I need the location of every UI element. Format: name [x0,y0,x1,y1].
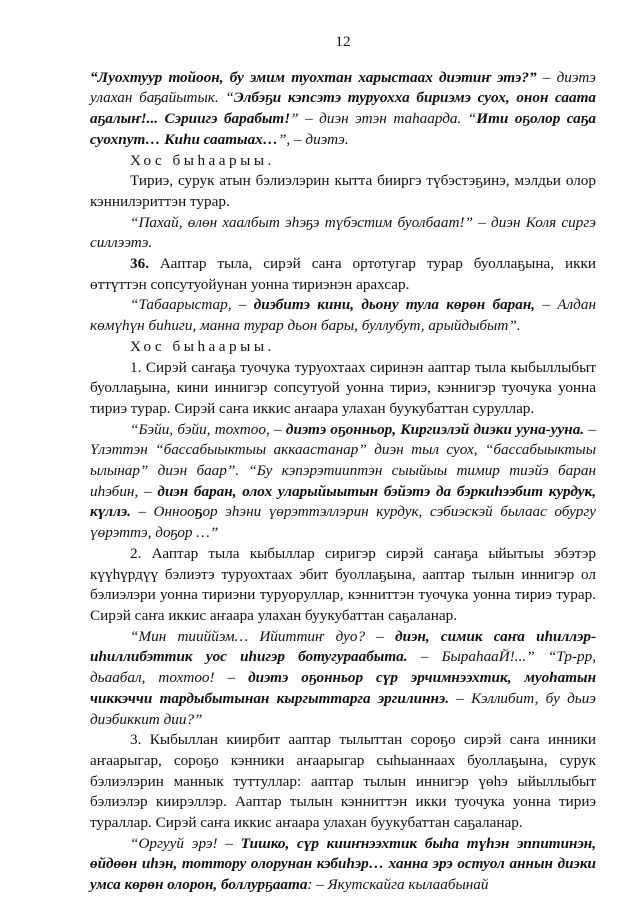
text-run: “Табаарыстар, – [130,296,254,314]
paragraph [90,627,596,731]
paragraph [90,254,596,295]
text-run: – Үлэттэн “бассабыыктыы аккаастанар” диэн тыл суох, “бассабыыктыы ылынар” диэн баар”. “Бу кэпэрэтииптэн сыыйыы тимир тиэйэ баран иһэбин, – [90,420,596,500]
paragraph [90,358,596,420]
text-run: – Алдан көмүһүн биһиги, манна турар дьон бары, буллубут, арыйдыбыт”. [90,296,596,335]
text-run: “Бэйи, бэйи, тохтоо, – [130,420,286,438]
text-run: “Пахай, өлөн хаалбыт эһэҕэ түбэстим буолбаат!” – диэн Коля сиргэ силлээтэ. [90,213,596,252]
paragraph [90,337,596,358]
text-run: диэн баран, олох уларыйыытын бэйэтэ да бэркиһээбит курдук, күллэ. [90,482,596,521]
text-run: ”, – диэтэ. [277,130,349,148]
text-run: Элбэҕи кэпсэтэ туруохха бириэмэ суох, онон саата аҕалыҥ!... Сэриигэ барабыт! [90,89,596,128]
paragraph [90,151,596,172]
paragraph [90,295,596,336]
text-run: Хос быһаарыы. [130,151,275,169]
text-run: Тириэ, сурук атын бэлиэлэрин кытта бииргэ түбэстэҕинэ, мэлдьи олор кэннилэриттэн турар. [90,172,596,210]
text-run: Ити оҕолор саҕа суохпут… Киһи саатыах… [90,110,596,148]
text-run: “Луохтуур тойоон, бу эмим туохтан харыстаах диэтиҥ этэ?” [90,68,537,86]
text-run: Хос быһаарыы. [130,337,275,355]
text-run: – Кэллибит, бу дьиэ диэбиккит дии?” [90,689,596,728]
text-run: Ааптар тыла, сирэй саҥа ортотугар турар буоллаҕына, икки өттүттэн сопсутуойунан уонна тириэнэн арахсар. [90,255,596,293]
paragraph [90,213,596,254]
document-page [90,32,596,896]
paragraph [90,730,596,834]
body-text [90,68,596,896]
text-run: 2. Ааптар тыла кыбыллар сиригэр сирэй саҥаҕа ыйытыы эбэтэр күүһүрдүү бэлиэтэ туруохтаах эбит буоллаҕына, ааптар тылын иннигэр ол бэлиэлэри уонна тириэни туруоруллар, кэнниттэн туочука уонна тириэ турар. Сирэй саҥа иккис аҥаара улахан буукубаттан саҕаланар. [90,544,596,624]
text-run: 3. Кыбыллан киирбит ааптар тылыттан сороҕо сирэй саҥа инники аҥаарыгар, сороҕо кэнники аҥаарыгар сыһыаннаах буоллаҕына, сурук бэлиэлэрин маннык туттуллар: ааптар тылын иннигэр үөһэ ыйыллыбыт бэлиэлэр киирэллэр. Ааптар тылын кэнниттэн икки туочука уонна тириэ тураллар. Сирэй саҥа иккис аҥаара улахан буукубаттан саҕаланар. [90,731,596,832]
text-run: “Оргууй эрэ! – [130,834,241,852]
page-number: 12 [335,33,351,50]
text-run: – Онноо [130,503,195,521]
text-run: диэтэ оҕонньор, Киргиэлэй диэки ууна-ууна. [285,420,585,438]
paragraph [90,420,596,544]
text-run: – БыраһааЙ!...” “Тр-рр, дьаабал, тохтоо! – [90,648,596,687]
paragraph [90,68,596,151]
text-run: : – Якутскайга кылаабынай [307,876,489,894]
text-run: диэтэ оҕонньор сүр эрчимнээхтик, муоһатын чиккэччи тардыбытынан кыргыттарга эргилиннэ. [90,669,597,707]
text-run: ” – диэн этэн таһаарда. “ [290,110,477,128]
text-run: диэн, симик саҥа иһиллэр-иһиллибэттик уос иһигэр ботугураабыта. [90,627,596,666]
text-run: – диэтэ улахан баҕайытык. “ [90,68,597,107]
paragraph [90,834,596,896]
paragraph [90,544,596,627]
text-run: Тишко, сүр кииҥнээхтик быһа түһэн эппитинэн, өйдөөн иһэн, тоттору олорунан кэбиһэр… ханна эрэ остуол аннын диэки умса көрөн олорон, боллурҕаата [90,834,596,894]
text-run: диэбитэ кини, дьону тула көрөн баран, [253,296,536,314]
text-run: ҕ [194,503,203,521]
text-run: ор эһэни үөрэттэллэрин курдук, сэбиэскэй былаас обургу үөрэттэ, доҕор …” [90,503,596,542]
paragraph [90,171,596,212]
text-run: “Мин тииййэм… Ийиттиҥ дуо? – [130,627,396,645]
text-run: 1. Сирэй саҥаҕа туочука туруохтаах сиринэн ааптар тыла кыбыллыбыт буоллаҕына, кини иннигэр сопсутуой уонна тириэ, кэннигэр туочука уонна тириэ турар. Сирэй саҥа иккис аҥаара улахан буукубаттан суруллар. [90,358,596,417]
text-run: 36. [130,255,149,273]
